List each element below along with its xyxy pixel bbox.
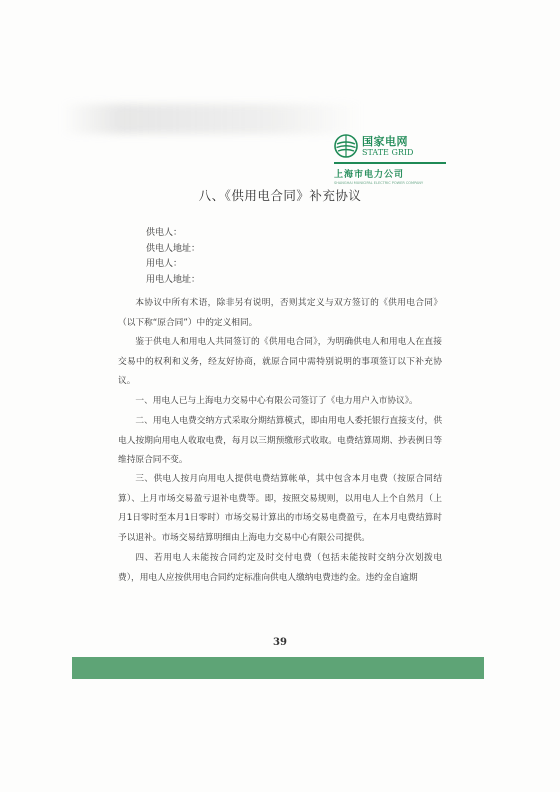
paragraph-definitions: 本协议中所有术语，除非另有说明，否则其定义与双方签订的《供用电合同》（以下称“原合同”）中的定义相同。 [118, 298, 442, 328]
party-consumer: 用电人： [146, 259, 183, 269]
logo-company-en: SHANGHAI MUNICIPAL ELECTRIC POWER COMPANY [334, 180, 424, 185]
logo-words [362, 136, 413, 157]
paragraph-clause-3: 三、供电人按月向用电人提供电费结算帐单，其中包含本月电费（按原合同结算）、上月市场交易盈亏退补电费等。即，按照交易规则，以用电人上个自然月（上月1日零时至本月1日零时）市场交易计算出的市场交易电费盈亏，在本月电费结算时予以退补。市场交易结算明细由上海电力交易中心有限公司提供。 [118, 474, 442, 543]
footer-band [72, 657, 484, 679]
logo-name-en: STATE GRID [362, 147, 414, 157]
state-grid-logo [334, 134, 452, 185]
paragraph-clause-2: 二、用电人电费交纳方式采取分期结算模式，即由用电人委托银行直接支付，供电人按期向用电人收取电费，每月以三期预缴形式收取。电费结算周期、抄表例日等维持原合同不变。 [118, 416, 442, 466]
party-consumer-address: 用电人地址： [146, 274, 201, 285]
logo-company: 上海市电力公司 [334, 169, 405, 180]
party-block [146, 226, 200, 288]
logo-header [334, 134, 452, 158]
party-supplier-address: 供电人地址： [146, 243, 201, 254]
page-number: 39 [273, 637, 287, 648]
scan-smudge [62, 104, 362, 134]
page-title: 八、《供用电合同》补充协议 [198, 188, 362, 203]
paragraph-clause-4: 四、若用电人未能按合同约定及时交付电费（包括未能按时交纳分次划拨电费），用电人应按供用电合同约定标准向供电人缴纳电费违约金。违约金自逾期 [118, 553, 442, 583]
party-supplier: 供电人： [146, 228, 183, 238]
paragraph-clause-1: 一、用电人已与上海电力交易中心有限公司签订了《电力用户入市协议》。 [135, 396, 418, 406]
logo-divider [334, 162, 446, 164]
paragraph-recital: 鉴于供电人和用电人共同签订的《供用电合同》，为明确供电人和用电人在直接交易中的权利和义务，经友好协商，就原合同中需特别说明的事项签订以下补充协议。 [118, 337, 442, 387]
state-grid-emblem-icon [334, 134, 358, 158]
logo-name-cn: 国家电网 [362, 134, 408, 148]
